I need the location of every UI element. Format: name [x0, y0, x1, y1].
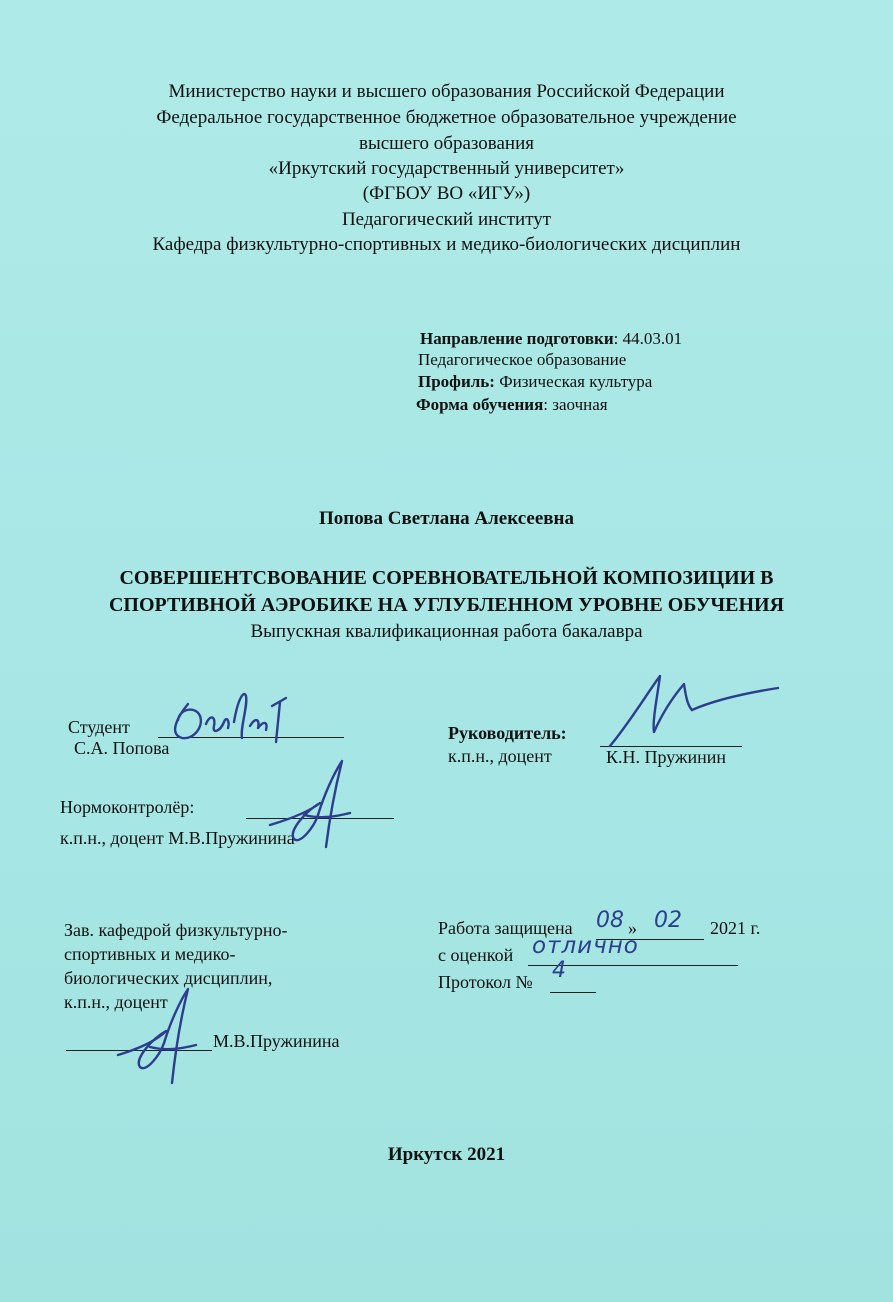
head-title-line-1: Зав. кафедрой физкультурно- [64, 920, 288, 940]
thesis-title-line-2: СПОРТИВНОЙ АЭРОБИКЕ НА УГЛУБЛЕННОМ УРОВНЕ ОБУЧЕНИЯ [108, 594, 785, 616]
protocol-line [550, 992, 596, 993]
university-abbr: (ФГБОУ ВО «ИГУ») [362, 183, 531, 204]
author-name: Попова Светлана Алексеевна [319, 508, 574, 529]
student-signature-icon [160, 676, 310, 756]
profile-line [418, 371, 652, 392]
direction-value: : 44.03.01 [613, 329, 683, 348]
profile-value: Физическая культура [494, 372, 653, 391]
study-form-value: : заочная [543, 395, 608, 414]
normcontroller-label: Нормоконтролёр: [60, 797, 195, 817]
city-year: Иркутск 2021 [387, 1144, 506, 1165]
profile-label: Профиль: [418, 372, 495, 391]
direction-line [420, 328, 682, 349]
student-signature-line [158, 737, 344, 738]
normcontroller-signature-line [246, 818, 394, 819]
defense-day: 08 [596, 908, 624, 933]
head-signature-line [66, 1050, 212, 1051]
department-name: Кафедра физкультурно-спортивных и медико-биологических дисциплин [152, 234, 741, 255]
head-title-line-4: к.п.н., доцент [64, 992, 168, 1012]
defense-label: Работа защищена [438, 918, 573, 938]
direction-name: Педагогическое образование [418, 350, 627, 369]
direction-label: Направление подготовки [420, 329, 614, 348]
normcontroller-name: к.п.н., доцент М.В.Пружинина [60, 828, 295, 848]
protocol-number: 4 [552, 958, 566, 983]
grade-value: отлично [532, 933, 639, 959]
study-form-line [416, 394, 608, 415]
head-of-department-block [64, 918, 288, 1014]
study-form-label: Форма обучения [416, 395, 544, 414]
head-name: М.В.Пружинина [213, 1031, 340, 1051]
ministry-line: Министерство науки и высшего образования Российской Федерации [168, 81, 725, 102]
protocol-label: Протокол № [438, 972, 533, 992]
student-name: С.А. Попова [74, 738, 170, 758]
institution-line-1: Федеральное государственное бюджетное образовательное учреждение [156, 107, 737, 128]
grade-label: с оценкой [438, 945, 514, 965]
thesis-title-line-1: СОВЕРШЕНТСВОВАНИЕ СОРЕВНОВАТЕЛЬНОЙ КОМПОЗИЦИИ В [119, 567, 774, 589]
institute-name: Педагогический институт [341, 209, 552, 230]
supervisor-signature-icon [600, 662, 790, 752]
supervisor-label: Руководитель: [448, 723, 567, 743]
head-title-line-2: спортивных и медико- [64, 944, 236, 964]
defense-month: 02 [654, 908, 682, 933]
defense-quote: » [628, 918, 637, 938]
supervisor-degree: к.п.н., доцент [448, 746, 552, 766]
university-name: «Иркутский государственный университет» [268, 158, 625, 179]
supervisor-name: К.Н. Пружинин [606, 747, 726, 767]
student-label: Студент [68, 717, 130, 737]
work-type: Выпускная квалификационная работа бакалавра [250, 621, 643, 642]
institution-line-2: высшего образования [358, 133, 535, 154]
head-title-line-3: биологических дисциплин, [64, 968, 273, 988]
defense-year: 2021 г. [710, 918, 761, 938]
